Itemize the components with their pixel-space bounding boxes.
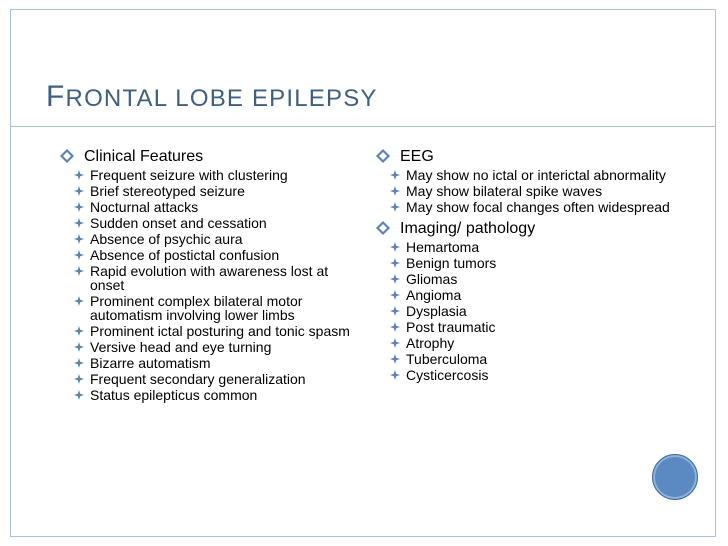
four-point-star-icon <box>74 186 84 196</box>
heading-label: Clinical Features <box>84 148 204 165</box>
list-item <box>60 294 360 322</box>
four-point-star-icon <box>390 306 400 316</box>
clinical-features-list <box>60 168 360 402</box>
diamond-bullet-icon <box>376 149 390 163</box>
list-item-text: Angioma <box>406 287 462 303</box>
list-item-text: Benign tumors <box>406 255 497 271</box>
eeg-heading <box>376 148 676 166</box>
list-item-text: Atrophy <box>406 335 455 351</box>
imaging-heading <box>376 220 676 238</box>
list-item <box>60 264 360 292</box>
list-item-text: Prominent ictal posturing and tonic spasm <box>90 323 350 339</box>
list-item <box>60 248 360 262</box>
four-point-star-icon <box>390 338 400 348</box>
list-item <box>60 200 360 214</box>
list-item-text: Prominent complex bilateral motor automatism involving lower limbs <box>90 293 303 323</box>
list-item-text: Frequent seizure with clustering <box>90 167 288 183</box>
list-item <box>60 168 360 182</box>
list-item-text: Tuberculoma <box>406 351 488 367</box>
list-item-text: May show focal changes often widespread <box>406 199 670 215</box>
list-item <box>376 304 676 318</box>
four-point-star-icon <box>74 202 84 212</box>
slide-title <box>46 80 378 114</box>
list-item <box>376 184 676 198</box>
list-item-text: Absence of postictal confusion <box>90 247 280 263</box>
list-item <box>60 184 360 198</box>
list-item-text: Frequent secondary generalization <box>90 371 306 387</box>
heading-label: Imaging/ pathology <box>400 220 536 237</box>
list-item-text: May show no ictal or interictal abnormality <box>406 167 666 183</box>
list-item <box>376 336 676 350</box>
four-point-star-icon <box>74 170 84 180</box>
list-item-text: Rapid evolution with awareness lost at onset <box>90 263 329 293</box>
diamond-bullet-icon <box>376 221 390 235</box>
list-item <box>376 368 676 382</box>
four-point-star-icon <box>390 186 400 196</box>
four-point-star-icon <box>390 370 400 380</box>
heading-label: EEG <box>400 148 434 165</box>
list-item-text: Brief stereotyped seizure <box>90 183 245 199</box>
list-item <box>60 388 360 402</box>
title-initial: F <box>46 80 66 113</box>
list-item-text: Sudden onset and cessation <box>90 215 267 231</box>
title-rest: RONTAL LOBE EPILEPSY <box>65 85 378 112</box>
four-point-star-icon <box>390 170 400 180</box>
four-point-star-icon <box>74 234 84 244</box>
list-item <box>60 324 360 338</box>
imaging-list <box>376 240 676 382</box>
list-item-text: Status epilepticus common <box>90 387 258 403</box>
eeg-imaging-column <box>376 148 676 384</box>
four-point-star-icon <box>74 218 84 228</box>
list-item <box>60 372 360 386</box>
list-item-text: Cysticercosis <box>406 367 489 383</box>
eeg-list <box>376 168 676 214</box>
list-item <box>60 232 360 246</box>
list-item <box>376 240 676 254</box>
four-point-star-icon <box>390 242 400 252</box>
list-item <box>376 256 676 270</box>
clinical-features-heading <box>60 148 360 166</box>
list-item-text: Versive head and eye turning <box>90 339 272 355</box>
four-point-star-icon <box>74 326 84 336</box>
list-item <box>376 168 676 182</box>
four-point-star-icon <box>74 342 84 352</box>
list-item <box>376 320 676 334</box>
four-point-star-icon <box>74 390 84 400</box>
four-point-star-icon <box>390 290 400 300</box>
list-item-text: Gliomas <box>406 271 458 287</box>
list-item <box>60 216 360 230</box>
list-item-text: Absence of psychic aura <box>90 231 243 247</box>
four-point-star-icon <box>74 250 84 260</box>
list-item <box>376 288 676 302</box>
list-item <box>60 356 360 370</box>
list-item-text: Post traumatic <box>406 319 496 335</box>
list-item <box>60 340 360 354</box>
four-point-star-icon <box>390 274 400 284</box>
list-item <box>376 272 676 286</box>
four-point-star-icon <box>74 266 84 276</box>
decorative-circle <box>652 454 698 500</box>
four-point-star-icon <box>390 322 400 332</box>
list-item-text: Bizarre automatism <box>90 355 211 371</box>
four-point-star-icon <box>74 374 84 384</box>
list-item-text: Dysplasia <box>406 303 467 319</box>
list-item-text: Nocturnal attacks <box>90 199 199 215</box>
title-divider <box>10 126 716 127</box>
list-item <box>376 200 676 214</box>
clinical-features-column <box>60 148 360 404</box>
four-point-star-icon <box>74 296 84 306</box>
four-point-star-icon <box>390 354 400 364</box>
list-item <box>376 352 676 366</box>
four-point-star-icon <box>74 358 84 368</box>
list-item-text: May show bilateral spike waves <box>406 183 603 199</box>
list-item-text: Hemartoma <box>406 239 480 255</box>
four-point-star-icon <box>390 202 400 212</box>
diamond-bullet-icon <box>60 149 74 163</box>
four-point-star-icon <box>390 258 400 268</box>
